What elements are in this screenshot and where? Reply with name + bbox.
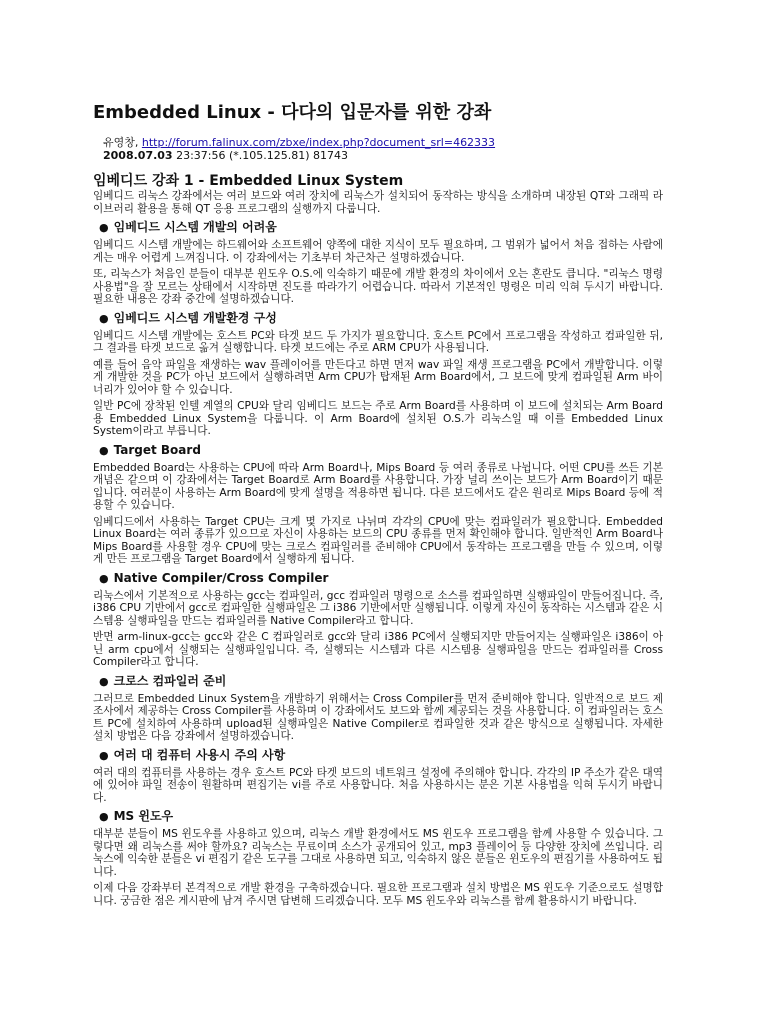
bullet-icon: ● — [99, 311, 109, 325]
subsection-title: 임베디드 시스템 개발환경 구성 — [113, 310, 277, 325]
bullet-icon: ● — [99, 810, 109, 823]
subsection — [93, 220, 663, 306]
subsection-heading — [93, 748, 663, 763]
bullet-icon: ● — [99, 221, 109, 234]
subsection — [93, 443, 663, 566]
body-paragraph: 일반 PC에 장착된 인텔 계열의 CPU와 달리 임베디드 보드는 주로 Arm Board를 사용하며 이 보드에 설치되는 Arm Board용 Embedded Linux System을 다룹니다. 이 Arm Board에 설치된 O.S.가 리눅스일 때 이를 Embedded Linux System이라고 부릅니다. — [93, 400, 663, 437]
source-link[interactable]: http://forum.falinux.com/zbxe/index.php?document_srl=462333 — [141, 136, 496, 149]
subsection — [93, 809, 663, 907]
document-title: Embedded Linux - 다다의 입문자를 위한 강좌 — [93, 102, 492, 123]
body-paragraph: 대부분 분들이 MS 윈도우를 사용하고 있으며, 리눅스 개발 환경에서도 MS 윈도우 프로그램을 함께 사용할 수 있습니다. 그렇다면 왜 리눅스를 써야 할까요? 리눅스는 무료이며 소스가 공개되어 있고, mp3 플레이어 등 다양한 장치에 쓰입니다. 리눅스에 익숙한 분들은 vi 편집기 같은 도구를 그대로 사용하면 되고, 익숙하지 않은 분들은 윈도우의 편집기를 사용하여도 됩니다. — [93, 828, 663, 878]
body-paragraph: 이제 다음 강좌부터 본격적으로 개발 환경을 구축하겠습니다. 필요한 프로그램과 설치 방법은 MS 윈도우 기준으로도 설명합니다. 궁금한 점은 게시판에 남겨 주시면 답변해 드리겠습니다. 모두 MS 윈도우와 리눅스를 함께 활용하시기 바랍니다. — [93, 882, 663, 907]
section-title: 임베디드 강좌 1 - Embedded Linux System — [93, 173, 404, 189]
body-paragraph: 리눅스에서 기본적으로 사용하는 gcc는 컴파일러, gcc 컴파일러 명령으로 소스를 컴파일하면 실행파일이 만들어집니다. 즉, i386 CPU 기반에서 gcc로 컴파일한 실행파일은 그 i386 기반에서만 실행됩니다. 이렇게 자신이 동작하는 시스템과 같은 시스템용 실행파일을 만드는 컴파일러를 Native Compiler라고 합니다. — [93, 589, 663, 627]
subsection-title: 크로스 컴파일러 준비 — [113, 673, 227, 688]
body-paragraph: 또, 리눅스가 처음인 분들이 대부분 윈도우 O.S.에 익숙하기 때문에 개발 환경의 차이에서 오는 혼란도 큽니다. "리눅스 명령 사용법"을 잘 모르는 상태에서 시작하면 진도를 따라가기 어렵습니다. 따라서 기본적인 명령은 미리 익혀 두시기 바랍니다. 필요한 내용은 강좌 중간에 설명하겠습니다. — [93, 268, 663, 305]
post-time-info: 23:37:56 (*.105.125.81) 81743 — [176, 149, 349, 162]
subsection-title: Target Board — [113, 442, 201, 457]
author-line: 유영창, http://forum.falinux.com/zbxe/index.php?document_srl=462333 — [103, 136, 496, 149]
document-content — [93, 100, 663, 911]
subsection-heading — [93, 571, 663, 586]
subsection-heading — [93, 220, 663, 235]
date-line — [103, 149, 663, 162]
subsection — [93, 674, 663, 743]
subsection-list — [93, 220, 663, 907]
subsection-heading — [93, 443, 663, 458]
body-paragraph: 여러 대의 컴퓨터를 사용하는 경우 호스트 PC와 타겟 보드의 네트워크 설정에 주의해야 합니다. 각각의 IP 주소가 같은 대역에 있어야 파일 전송이 원활하며 편집기는 vi를 주로 사용합니다. 처음 사용하시는 분은 기본 사용법을 익혀 두시기 바랍니다. — [93, 766, 663, 804]
subsection-heading — [93, 809, 663, 824]
body-paragraph: 임베디드 시스템 개발에는 하드웨어와 소프트웨어 양쪽에 대한 지식이 모두 필요하며, 그 범위가 넓어서 처음 접하는 사람에게는 매우 어렵게 느껴집니다. 이 강좌에서는 기초부터 차근차근 설명하겠습니다. — [93, 239, 663, 264]
body-paragraph: 반면 arm-linux-gcc는 gcc와 같은 C 컴파일러로 gcc와 달리 i386 PC에서 실행되지만 만들어지는 실행파일은 i386이 아닌 arm cpu에서 실행되는 실행파일입니다. 즉, 실행되는 시스템과 다른 시스템용 실행파일을 만드는 컴파일러를 Cross Compiler라고 합니다. — [93, 631, 663, 668]
body-paragraph: 임베디드에서 사용하는 Target CPU는 크게 몇 가지로 나뉘며 각각의 CPU에 맞는 컴파일러가 필요합니다. Embedded Linux Board는 여러 종류가 있으므로 자신이 사용하는 보드의 CPU 종류를 먼저 확인해야 합니다. 일반적인 Arm Board나 Mips Board를 사용할 경우 CPU에 맞는 크로스 컴파일러를 준비해야 CPU에서 동작하는 프로그램을 만들 수 있으며, 이렇게 만든 프로그램을 Target Board에서 실행하게 됩니다. — [93, 515, 663, 565]
body-paragraph: 그러므로 Embedded Linux System을 개발하기 위해서는 Cross Compiler를 먼저 준비해야 합니다. 일반적으로 보드 제조사에서 제공하는 Cross Compiler를 사용하며 이 강좌에서도 보드와 함께 제공되는 것을 사용합니다. 이 컴파일러는 호스트 PC에 설치하여 사용하며 upload된 실행파일은 Native Compiler로 컴파일한 것과 같은 방식으로 실행됩니다. 자세한 설치 방법은 다음 강좌에서 설명하겠습니다. — [93, 692, 663, 742]
subsection-title: 임베디드 시스템 개발의 어려움 — [113, 220, 277, 234]
subsection-title: 여러 대 컴퓨터 사용시 주의 사항 — [113, 747, 286, 762]
subsection-title: MS 윈도우 — [113, 809, 174, 823]
intro-paragraph: 임베디드 리눅스 강좌에서는 여러 보드와 여러 장치에 리눅스가 설치되어 동작하는 방식을 소개하며 내장된 QT와 그래픽 라이브러리 활용을 통해 QT 응용 프로그램의 실행까지 다룹니다. — [93, 190, 663, 215]
body-paragraph: 예를 들어 음악 파일을 재생하는 wav 플레이어를 만든다고 하면 먼저 wav 파일 재생 프로그램을 PC에서 개발합니다. 이렇게 개발한 것을 PC가 아닌 보드에서 실행하려면 Arm CPU가 탑재된 Arm Board에서, 그 보드에 맞게 컴파일된 Arm 바이너리가 있어야 할 수 있습니다. — [93, 358, 663, 396]
bullet-icon: ● — [99, 443, 109, 457]
body-paragraph: 임베디드 시스템 개발에는 호스트 PC와 타겟 보드 두 가지가 필요합니다. 호스트 PC에서 프로그램을 작성하고 컴파일한 뒤, 그 결과를 타겟 보드로 옮겨 실행합니다. 타겟 보드에는 주로 ARM CPU가 사용됩니다. — [93, 329, 663, 354]
subsection-heading — [93, 674, 663, 689]
document-meta — [93, 136, 663, 162]
author-name: 유영창 — [103, 136, 135, 149]
bullet-icon: ● — [99, 748, 109, 762]
bullet-icon: ● — [99, 571, 109, 585]
subsection — [93, 571, 663, 669]
subsection-title: Native Compiler/Cross Compiler — [113, 570, 329, 585]
post-date: 2008.07.03 — [103, 149, 173, 162]
subsection — [93, 748, 663, 805]
subsection-heading — [93, 311, 663, 326]
bullet-icon: ● — [99, 674, 109, 688]
subsection — [93, 311, 663, 438]
body-paragraph: Embedded Board는 사용하는 CPU에 따라 Arm Board나, Mips Board 등 여러 종류로 나뉩니다. 어떤 CPU를 쓰든 기본 개념은 같으며 이 강좌에서는 Target Board로 Arm Board를 사용합니다. 가장 널리 쓰이는 보드가 Arm Board이기 때문입니다. 여러분이 사용하는 Arm Board에 맞게 설명을 적용하면 됩니다. 다른 보드에서도 같은 원리로 Mips Board 등에 적용할 수 있습니다. — [93, 461, 663, 511]
